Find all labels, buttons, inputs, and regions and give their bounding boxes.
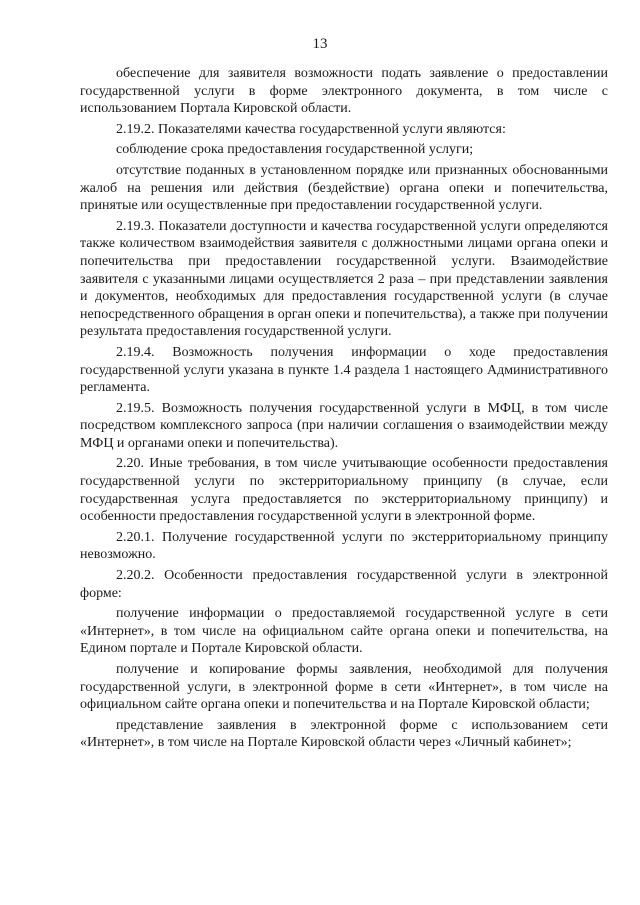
paragraph: представление заявления в электронной форме с использованием сети «Интернет», в том числе на Портале Кировской области через «Личный кабинет»; [80,717,608,751]
paragraph: обеспечение для заявителя возможности подать заявление о предоставлении государственной услуги в форме электронного документа, в том числе с использованием Портала Кировской области. [80,66,608,117]
paragraph: 2.19.2. Показателями качества государственной услуги являются: [116,121,506,137]
paragraph: 2.19.3. Показатели доступности и качества государственной услуги определяются также количеством взаимодействия заявителя с должностными лицами органа опеки и попечительства при предоставлении государственной услуги. Взаимодействие заявителя с указанными лицами осуществляется 2 раза – при представлении заявления и документов, необходимых для предоставления государственной услуги (в случае непосредственного обращения в орган опеки и попечительства), а также при получении результата предоставления государственной услуги. [80,218,608,340]
paragraph: 2.19.5. Возможность получения государственной услуги в МФЦ, в том числе посредством комплексного запроса (при наличии соглашения о взаимодействии между МФЦ и органами опеки и попечительства). [80,400,608,451]
paragraph: 2.20. Иные требования, в том числе учитывающие особенности предоставления государственной услуги по экстерриториальному принципу (в случае, если государственная услуга предоставляется по экстерриториальному принципу) и особенности предоставления государственной услуги в электронной форме. [80,456,608,525]
page-number: 13 [312,36,328,52]
paragraph: 2.20.2. Особенности предоставления государственной услуги в электронной форме: [80,568,608,601]
paragraph: отсутствие поданных в установленном порядке или признанных обоснованными жалоб на решения или действия (бездействие) органа опеки и попечительства, принятые или осуществленные при предоставлении государственной услуги. [80,162,608,214]
paragraph: 2.19.4. Возможность получения информации о ходе предоставления государственной услуги указана в пункте 1.4 раздела 1 настоящего Административного регламента. [80,344,608,396]
paragraph: получение и копирование формы заявления, необходимой для получения государственной услуги, в электронной форме в сети «Интернет», в том числе на официальном сайте органа опеки и попечительства и на Портале Кировской области; [80,662,608,713]
paragraph: соблюдение срока предоставления государственной услуги; [116,142,474,158]
paragraph: получение информации о предоставляемой государственной услуге в сети «Интернет», в том числе на официальном сайте органа опеки и попечительства, на Едином портале и Портале Кировской области. [80,606,608,657]
paragraph: 2.20.1. Получение государственной услуги по экстерриториальному принципу невозможно. [80,529,608,563]
document-body [80,65,608,755]
